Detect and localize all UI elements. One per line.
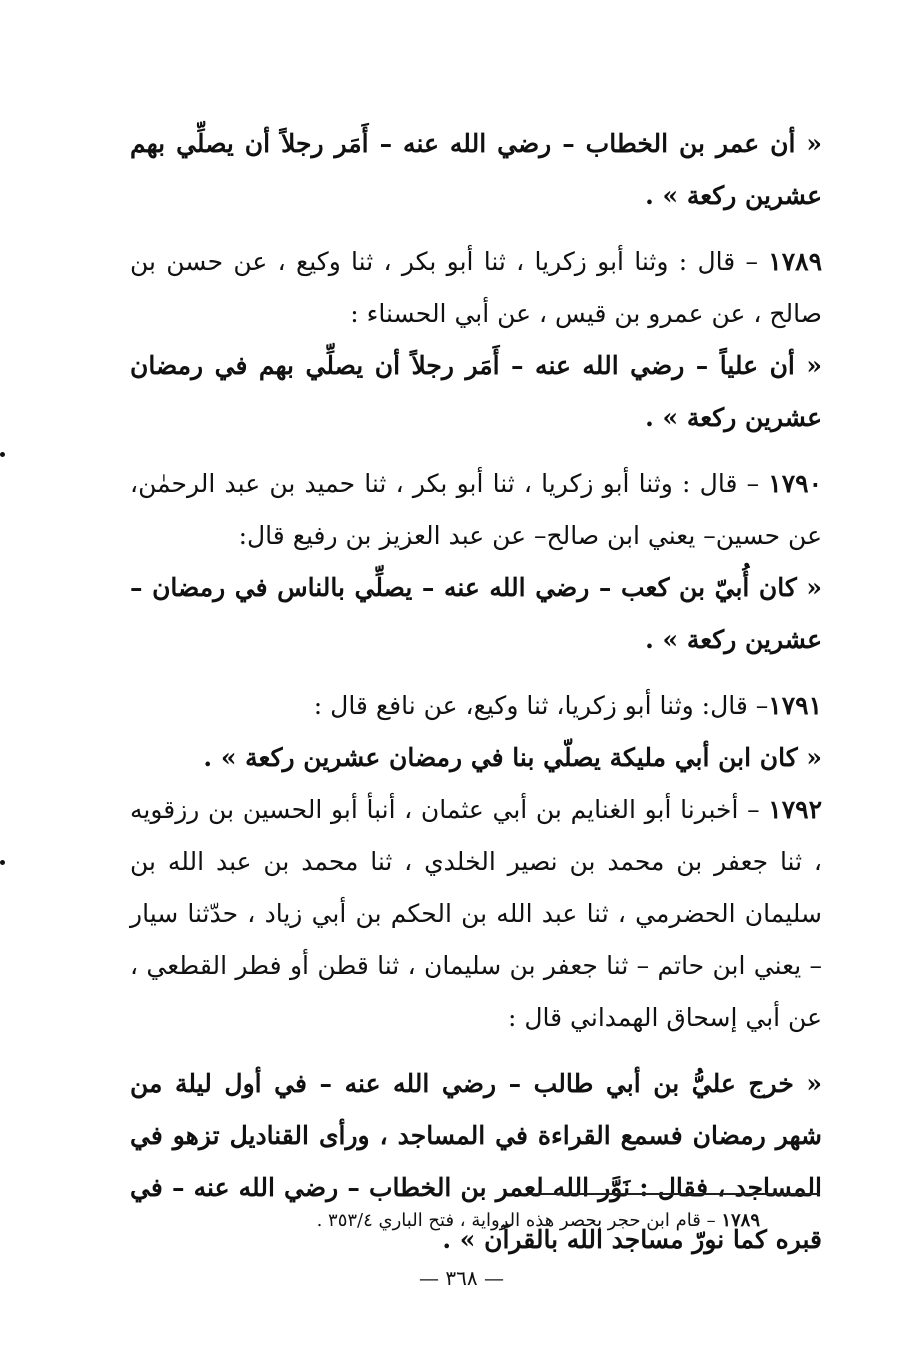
isnad-paragraph — [130, 784, 822, 1044]
isnad-text: – قال : وثنا أبو زكريا ، ثنا أبو بكر ، ثنا وكيع ، عن حسن بن صالح ، عن عمرو بن قيس ، عن أبي الحسناء : — [130, 247, 822, 328]
hadith-number: ١٧٩٠ — [768, 469, 822, 498]
matn-paragraph: « كان ابن أبي مليكة يصلّي بنا في رمضان عشرين ركعة » . — [203, 743, 822, 772]
scan-mark — [0, 860, 5, 865]
footnote — [130, 1206, 760, 1236]
matn-paragraph: « خرج عليُّ بن أبي طالب – رضي الله عنه – في أول ليلة من شهر رمضان فسمع القراءة في المساجد ، ورأى القناديل تزهو في المساجد ، فقال : نَوَّر الله لعمر بن الخطاب – رضي الله عنه – في قبره كما نورّ مساجد الله بالقرآن » . — [130, 1069, 823, 1254]
isnad-text: – قال : وثنا أبو زكريا ، ثنا أبو بكر ، ثنا حميد بن عبد الرحمٰن، عن حسين– يعني ابن صالح– عن عبد العزيز بن رفيع قال: — [130, 469, 822, 550]
matn-paragraph: « كان أُبيّ بن كعب – رضي الله عنه – يصلِّي بالناس في رمضان – عشرين ركعة » . — [130, 573, 822, 654]
page-body — [130, 118, 822, 1266]
isnad-text: – قال: وثنا أبو زكريا، ثنا وكيع، عن نافع قال : — [313, 691, 769, 720]
footnote-number: ١٧٨٩ — [721, 1210, 760, 1231]
matn-paragraph: « أن عمر بن الخطاب – رضي الله عنه – أَمَر رجلاً أن يصلِّي بهم عشرين ركعة » . — [130, 129, 822, 210]
hadith-number: ١٧٩١ — [768, 691, 822, 720]
page-number: — ٣٦٨ — — [419, 1266, 504, 1290]
matn-paragraph: « أن علياً – رضي الله عنه – أَمَر رجلاً أن يصلِّي بهم في رمضان عشرين ركعة » . — [130, 351, 822, 432]
isnad-text: – أخبرنا أبو الغنايم بن أبي عثمان ، أنبأ أبو الحسين بن رزقويه ، ثنا جعفر بن محمد بن نصير الخلدي ، ثنا محمد بن عبد الله بن سليمان الحضرمي ، ثنا عبد الله بن الحكم بن أبي زياد ، حدّثنا سيار – يعني ابن حاتم – ثنا جعفر بن سليمان ، ثنا قطن أو فطر القطعي ، عن أبي إسحاق الهمداني قال : — [130, 795, 822, 1032]
footnote-divider — [528, 1193, 820, 1195]
isnad-paragraph — [130, 680, 822, 732]
isnad-paragraph — [130, 458, 822, 562]
scan-mark — [0, 452, 5, 457]
hadith-number: ١٧٩٢ — [768, 795, 822, 824]
isnad-paragraph — [130, 236, 822, 340]
footnote-text: – قام ابن حجر بحصر هذه الرواية ، فتح الباري ٣٥٣/٤ . — [316, 1210, 722, 1231]
hadith-number: ١٧٨٩ — [768, 247, 822, 276]
